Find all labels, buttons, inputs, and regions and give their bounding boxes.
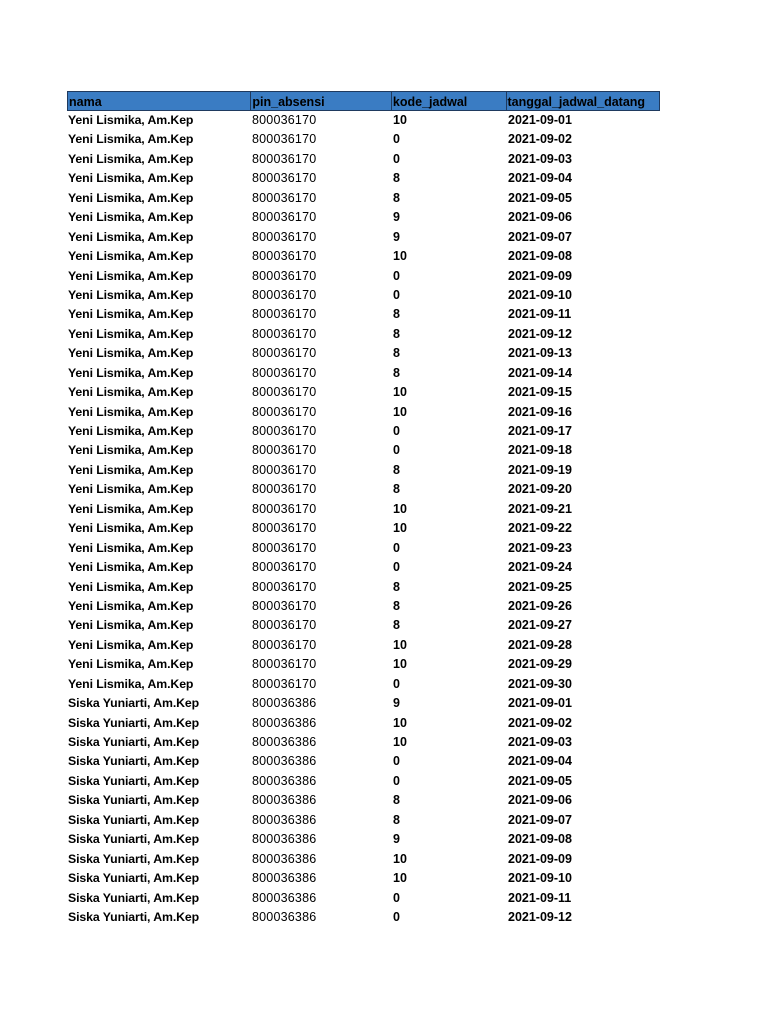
cell-kode-jadwal: 10 [393,404,407,419]
cell-kode-jadwal: 8 [393,307,400,322]
cell-kode-jadwal: 0 [393,132,400,147]
cell-nama: Yeni Lismika, Am.Kep [68,443,194,458]
table-row [67,830,660,849]
cell-kode-jadwal: 0 [393,424,400,438]
cell-tanggal-jadwal-datang: 2021-09-02 [508,132,572,147]
cell-pin-absensi: 800036170 [252,385,317,400]
cell-nama: Siska Yuniarti, Am.Kep [68,871,200,886]
cell-pin-absensi: 800036170 [252,618,317,633]
cell-pin-absensi: 800036170 [252,579,317,594]
cell-nama: Yeni Lismika, Am.Kep [68,462,194,477]
cell-tanggal-jadwal-datang: 2021-09-11 [508,307,572,322]
cell-tanggal-jadwal-datang: 2021-09-06 [508,793,572,808]
cell-kode-jadwal: 8 [393,598,400,613]
cell-nama: Yeni Lismika, Am.Kep [68,171,194,186]
table-row [67,811,660,830]
cell-pin-absensi: 800036170 [252,424,317,438]
cell-tanggal-jadwal-datang: 2021-09-21 [508,501,572,516]
table-row [67,344,660,363]
table-row [67,772,660,791]
cell-pin-absensi: 800036386 [252,773,317,788]
cell-tanggal-jadwal-datang: 2021-09-08 [508,249,572,264]
cell-nama: Yeni Lismika, Am.Kep [68,113,194,127]
cell-tanggal-jadwal-datang: 2021-09-03 [508,735,572,749]
cell-tanggal-jadwal-datang: 2021-09-30 [508,676,572,691]
table-row [67,850,660,869]
cell-nama: Yeni Lismika, Am.Kep [68,676,194,691]
cell-kode-jadwal: 8 [393,190,400,205]
table-row [67,519,660,538]
cell-kode-jadwal: 0 [393,773,400,788]
cell-nama: Yeni Lismika, Am.Kep [68,210,194,225]
table-row [67,908,660,927]
table-row [67,752,660,771]
cell-nama: Yeni Lismika, Am.Kep [68,579,194,594]
cell-pin-absensi: 800036170 [252,171,317,186]
table-row [67,714,660,733]
cell-pin-absensi: 800036386 [252,793,317,808]
cell-tanggal-jadwal-datang: 2021-09-27 [508,618,572,633]
cell-tanggal-jadwal-datang: 2021-09-18 [508,443,572,458]
table-row [67,733,660,752]
cell-kode-jadwal: 8 [393,793,400,808]
cell-tanggal-jadwal-datang: 2021-09-08 [508,832,572,847]
cell-tanggal-jadwal-datang: 2021-09-04 [508,171,572,186]
table-row [67,150,660,169]
cell-tanggal-jadwal-datang: 2021-09-19 [508,462,572,477]
cell-nama: Yeni Lismika, Am.Kep [68,346,194,361]
cell-kode-jadwal: 10 [393,735,407,749]
cell-kode-jadwal: 0 [393,443,400,458]
cell-pin-absensi: 800036170 [252,210,317,225]
cell-pin-absensi: 800036170 [252,482,317,497]
table-row [67,597,660,616]
cell-pin-absensi: 800036170 [252,307,317,322]
header-tanggal-jadwal-datang: tanggal_jadwal_datang [507,92,659,110]
cell-nama: Yeni Lismika, Am.Kep [68,365,194,380]
cell-tanggal-jadwal-datang: 2021-09-15 [508,385,572,400]
cell-kode-jadwal: 8 [393,482,400,497]
cell-pin-absensi: 800036170 [252,404,317,419]
cell-nama: Yeni Lismika, Am.Kep [68,637,194,652]
cell-tanggal-jadwal-datang: 2021-09-07 [508,229,572,244]
cell-kode-jadwal: 10 [393,851,407,866]
cell-pin-absensi: 800036170 [252,521,317,536]
cell-kode-jadwal: 0 [393,268,400,283]
cell-nama: Yeni Lismika, Am.Kep [68,249,194,264]
cell-kode-jadwal: 9 [393,210,400,225]
cell-tanggal-jadwal-datang: 2021-09-14 [508,365,572,380]
cell-nama: Yeni Lismika, Am.Kep [68,326,194,341]
cell-pin-absensi: 800036170 [252,326,317,341]
cell-nama: Yeni Lismika, Am.Kep [68,385,194,400]
cell-tanggal-jadwal-datang: 2021-09-09 [508,268,572,283]
cell-tanggal-jadwal-datang: 2021-09-02 [508,715,572,730]
cell-pin-absensi: 800036170 [252,287,317,302]
cell-kode-jadwal: 8 [393,462,400,477]
cell-nama: Yeni Lismika, Am.Kep [68,132,194,147]
cell-pin-absensi: 800036170 [252,229,317,244]
cell-tanggal-jadwal-datang: 2021-09-12 [508,909,572,924]
cell-nama: Yeni Lismika, Am.Kep [68,501,194,516]
table-row [67,208,660,227]
table-row [67,305,660,324]
table-row [67,267,660,286]
cell-kode-jadwal: 10 [393,385,407,400]
table-row [67,616,660,635]
header-kode-jadwal: kode_jadwal [392,92,507,110]
cell-nama: Yeni Lismika, Am.Kep [68,521,194,536]
cell-tanggal-jadwal-datang: 2021-09-06 [508,210,572,225]
cell-tanggal-jadwal-datang: 2021-09-12 [508,326,572,341]
cell-kode-jadwal: 8 [393,326,400,341]
cell-nama: Siska Yuniarti, Am.Kep [68,793,200,808]
cell-nama: Yeni Lismika, Am.Kep [68,598,194,613]
cell-pin-absensi: 800036170 [252,560,317,575]
cell-tanggal-jadwal-datang: 2021-09-03 [508,151,572,166]
cell-kode-jadwal: 10 [393,521,407,536]
cell-nama: Siska Yuniarti, Am.Kep [68,715,200,730]
cell-nama: Yeni Lismika, Am.Kep [68,560,194,575]
cell-kode-jadwal: 0 [393,754,400,769]
cell-pin-absensi: 800036170 [252,132,317,147]
cell-nama: Yeni Lismika, Am.Kep [68,151,194,166]
cell-tanggal-jadwal-datang: 2021-09-13 [508,346,572,361]
cell-pin-absensi: 800036386 [252,871,317,886]
cell-nama: Siska Yuniarti, Am.Kep [68,773,200,788]
header-nama: nama [68,92,251,110]
cell-kode-jadwal: 8 [393,346,400,361]
cell-kode-jadwal: 10 [393,113,407,127]
cell-pin-absensi: 800036170 [252,443,317,458]
table-row [67,539,660,558]
cell-pin-absensi: 800036386 [252,890,317,905]
cell-nama: Siska Yuniarti, Am.Kep [68,696,200,711]
cell-pin-absensi: 800036386 [252,696,317,711]
cell-tanggal-jadwal-datang: 2021-09-05 [508,190,572,205]
schedule-table [67,91,660,927]
table-row [67,675,660,694]
cell-kode-jadwal: 0 [393,890,400,905]
cell-tanggal-jadwal-datang: 2021-09-23 [508,540,572,555]
table-row [67,403,660,422]
cell-tanggal-jadwal-datang: 2021-09-28 [508,637,572,652]
cell-kode-jadwal: 8 [393,365,400,380]
table-row [67,364,660,383]
cell-kode-jadwal: 10 [393,501,407,516]
table-row [67,578,660,597]
cell-kode-jadwal: 10 [393,871,407,886]
cell-nama: Siska Yuniarti, Am.Kep [68,909,200,924]
cell-kode-jadwal: 8 [393,171,400,186]
cell-pin-absensi: 800036386 [252,754,317,769]
cell-tanggal-jadwal-datang: 2021-09-20 [508,482,572,497]
table-row [67,869,660,888]
cell-tanggal-jadwal-datang: 2021-09-05 [508,773,572,788]
table-row [67,694,660,713]
table-row [67,169,660,188]
cell-nama: Yeni Lismika, Am.Kep [68,190,194,205]
cell-tanggal-jadwal-datang: 2021-09-29 [508,657,572,672]
cell-kode-jadwal: 0 [393,540,400,555]
cell-pin-absensi: 800036170 [252,151,317,166]
cell-tanggal-jadwal-datang: 2021-09-25 [508,579,572,594]
cell-kode-jadwal: 10 [393,715,407,730]
cell-kode-jadwal: 0 [393,560,400,575]
table-row [67,383,660,402]
table-row [67,791,660,810]
cell-nama: Yeni Lismika, Am.Kep [68,657,194,672]
cell-pin-absensi: 800036386 [252,735,317,749]
cell-tanggal-jadwal-datang: 2021-09-11 [508,890,572,905]
cell-pin-absensi: 800036170 [252,190,317,205]
cell-pin-absensi: 800036170 [252,540,317,555]
table-row [67,189,660,208]
cell-pin-absensi: 800036170 [252,598,317,613]
table-body [67,111,660,927]
cell-tanggal-jadwal-datang: 2021-09-04 [508,754,572,769]
table-header-row [67,91,660,111]
cell-pin-absensi: 800036170 [252,676,317,691]
cell-kode-jadwal: 10 [393,637,407,652]
table-row [67,461,660,480]
table-row [67,889,660,908]
table-row [67,325,660,344]
table-row [67,111,660,130]
cell-tanggal-jadwal-datang: 2021-09-10 [508,871,572,886]
cell-nama: Siska Yuniarti, Am.Kep [68,812,200,827]
cell-nama: Yeni Lismika, Am.Kep [68,540,194,555]
cell-tanggal-jadwal-datang: 2021-09-01 [508,696,572,711]
cell-pin-absensi: 800036386 [252,851,317,866]
cell-pin-absensi: 800036170 [252,501,317,516]
cell-nama: Yeni Lismika, Am.Kep [68,618,194,633]
cell-kode-jadwal: 9 [393,696,400,711]
cell-nama: Siska Yuniarti, Am.Kep [68,851,200,866]
cell-pin-absensi: 800036386 [252,832,317,847]
cell-pin-absensi: 800036386 [252,715,317,730]
cell-pin-absensi: 800036386 [252,812,317,827]
cell-tanggal-jadwal-datang: 2021-09-16 [508,404,572,419]
cell-nama: Yeni Lismika, Am.Kep [68,307,194,322]
table-row [67,422,660,441]
cell-nama: Yeni Lismika, Am.Kep [68,268,194,283]
cell-pin-absensi: 800036170 [252,113,317,127]
cell-nama: Siska Yuniarti, Am.Kep [68,735,200,749]
cell-tanggal-jadwal-datang: 2021-09-22 [508,521,572,536]
cell-pin-absensi: 800036170 [252,249,317,264]
cell-tanggal-jadwal-datang: 2021-09-09 [508,851,572,866]
cell-nama: Yeni Lismika, Am.Kep [68,482,194,497]
cell-tanggal-jadwal-datang: 2021-09-07 [508,812,572,827]
cell-kode-jadwal: 0 [393,287,400,302]
cell-kode-jadwal: 9 [393,832,400,847]
table-row [67,247,660,266]
table-row [67,655,660,674]
table-row [67,130,660,149]
cell-nama: Yeni Lismika, Am.Kep [68,424,194,438]
cell-nama: Yeni Lismika, Am.Kep [68,229,194,244]
cell-kode-jadwal: 8 [393,812,400,827]
cell-nama: Siska Yuniarti, Am.Kep [68,754,200,769]
table-row [67,500,660,519]
header-pin-absensi: pin_absensi [251,92,392,110]
table-row [67,228,660,247]
cell-tanggal-jadwal-datang: 2021-09-24 [508,560,572,575]
cell-kode-jadwal: 0 [393,909,400,924]
cell-kode-jadwal: 0 [393,151,400,166]
cell-kode-jadwal: 10 [393,657,407,672]
table-row [67,286,660,305]
cell-kode-jadwal: 8 [393,579,400,594]
cell-kode-jadwal: 9 [393,229,400,244]
cell-pin-absensi: 800036170 [252,346,317,361]
cell-kode-jadwal: 10 [393,249,407,264]
cell-nama: Siska Yuniarti, Am.Kep [68,890,200,905]
table-row [67,480,660,499]
table-row [67,441,660,460]
cell-tanggal-jadwal-datang: 2021-09-01 [508,113,572,127]
cell-pin-absensi: 800036170 [252,365,317,380]
cell-kode-jadwal: 8 [393,618,400,633]
cell-nama: Yeni Lismika, Am.Kep [68,287,194,302]
cell-pin-absensi: 800036170 [252,637,317,652]
cell-pin-absensi: 800036386 [252,909,317,924]
table-row [67,636,660,655]
cell-pin-absensi: 800036170 [252,657,317,672]
cell-nama: Yeni Lismika, Am.Kep [68,404,194,419]
table-row [67,558,660,577]
cell-nama: Siska Yuniarti, Am.Kep [68,832,200,847]
cell-tanggal-jadwal-datang: 2021-09-10 [508,287,572,302]
cell-tanggal-jadwal-datang: 2021-09-17 [508,424,572,438]
cell-kode-jadwal: 0 [393,676,400,691]
cell-tanggal-jadwal-datang: 2021-09-26 [508,598,572,613]
cell-pin-absensi: 800036170 [252,462,317,477]
cell-pin-absensi: 800036170 [252,268,317,283]
